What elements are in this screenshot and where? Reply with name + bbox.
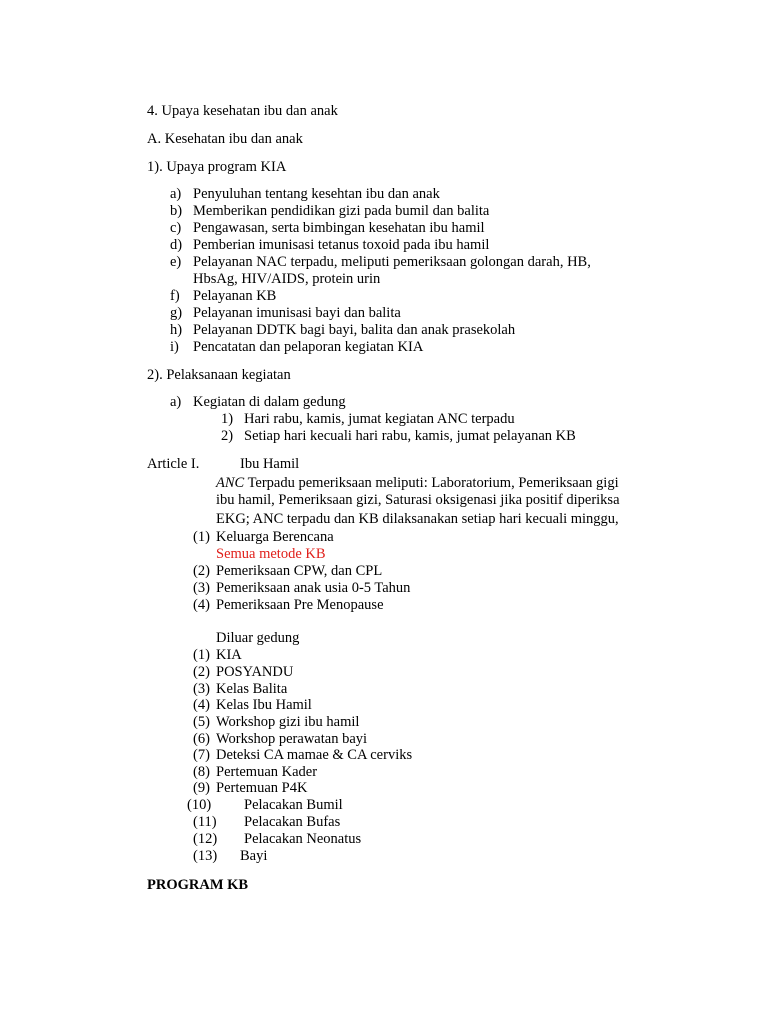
list-label: (4): [193, 597, 210, 613]
list-label: (6): [193, 731, 210, 747]
list-text: Kelas Ibu Hamil: [216, 697, 312, 713]
list-label: e): [170, 254, 182, 270]
list-label: (12): [193, 831, 218, 847]
list-label: (11): [193, 814, 217, 830]
list-label: 1): [221, 411, 234, 427]
list-label: b): [170, 203, 183, 219]
list-label: (3): [193, 580, 210, 596]
subsection-heading: A. Kesehatan ibu dan anak: [147, 131, 303, 147]
list-text: Pemberian imunisasi tetanus toxoid pada ibu hamil: [193, 237, 490, 253]
program-kb-heading: PROGRAM KB: [147, 877, 249, 893]
list-label: a): [170, 394, 182, 410]
list-label: 2): [221, 428, 234, 444]
list-label: (10): [187, 797, 212, 813]
part2-heading: 2). Pelaksanaan kegiatan: [147, 367, 291, 383]
list-text: Keluarga Berencana: [216, 529, 334, 545]
list-text: Pengawasan, serta bimbingan kesehatan ibu hamil: [193, 220, 485, 236]
list-label: (7): [193, 747, 210, 763]
list-text: Pelayanan NAC terpadu, meliputi pemeriksaan golongan darah, HB,: [193, 254, 591, 270]
list-label: (8): [193, 764, 210, 780]
list-text: Pencatatan dan pelaporan kegiatan KIA: [193, 339, 424, 355]
red-note: Semua metode KB: [216, 546, 326, 562]
list-text: Pelacakan Neonatus: [244, 831, 362, 847]
list-label: (3): [193, 681, 210, 697]
article-label: Article I.: [147, 456, 200, 472]
list-label: (4): [193, 697, 210, 713]
list-text: Setiap hari kecuali hari rabu, kamis, jumat pelayanan KB: [244, 428, 576, 444]
list-text: Kelas Balita: [216, 681, 288, 697]
list-text: Memberikan pendidikan gizi pada bumil dan balita: [193, 203, 490, 219]
section-title: 4. Upaya kesehatan ibu dan anak: [147, 103, 338, 119]
list-text: Pertemuan Kader: [216, 764, 318, 780]
list-label: (5): [193, 714, 210, 730]
article-paragraph-line: EKG; ANC terpadu dan KB dilaksanakan setiap hari kecuali minggu,: [216, 511, 619, 527]
list-text: Pelayanan DDTK bagi bayi, balita dan anak prasekolah: [193, 322, 516, 338]
list-text: Pertemuan P4K: [216, 780, 308, 796]
list-label: c): [170, 220, 182, 236]
article-title: Ibu Hamil: [240, 456, 300, 472]
list-text: Kegiatan di dalam gedung: [193, 394, 346, 410]
list-text: Penyuluhan tentang kesehtan ibu dan anak: [193, 186, 440, 202]
article-paragraph-line: [216, 475, 619, 492]
list-label: (13): [193, 848, 218, 864]
article-paragraph-line: ibu hamil, Pemeriksaan gizi, Saturasi oksigenasi jika positif diperiksa: [216, 492, 620, 508]
list-text: KIA: [216, 647, 242, 663]
part1-heading: 1). Upaya program KIA: [147, 159, 287, 175]
list-label: f): [170, 288, 180, 304]
list-label: (1): [193, 647, 210, 663]
list-text: Pelacakan Bufas: [244, 814, 341, 830]
list-label: (2): [193, 563, 210, 579]
paragraph-text: Terpadu pemeriksaan meliputi: Laboratorium, Pemeriksaan gigi: [244, 475, 619, 491]
list-label: g): [170, 305, 183, 321]
list-text: Pemeriksaan CPW, dan CPL: [216, 563, 383, 579]
list-text: Pelacakan Bumil: [244, 797, 343, 813]
list-text: Hari rabu, kamis, jumat kegiatan ANC terpadu: [244, 411, 515, 427]
list-text: Workshop perawatan bayi: [216, 731, 368, 747]
list-text: Deteksi CA mamae & CA cerviks: [216, 747, 413, 763]
list-text-continued: HbsAg, HIV/AIDS, protein urin: [193, 271, 381, 287]
list-text: Workshop gizi ibu hamil: [216, 714, 360, 730]
list-text: Bayi: [240, 848, 268, 864]
list-text: Pemeriksaan Pre Menopause: [216, 597, 384, 613]
list-text: Pelayanan KB: [193, 288, 277, 304]
anc-italic: ANC: [216, 475, 245, 491]
list-label: d): [170, 237, 183, 253]
list-label: a): [170, 186, 182, 202]
list-label: (2): [193, 664, 210, 680]
list-label: h): [170, 322, 183, 338]
outside-heading: Diluar gedung: [216, 630, 300, 646]
list-label: (1): [193, 529, 210, 545]
list-text: POSYANDU: [216, 664, 294, 680]
list-label: i): [170, 339, 179, 355]
list-text: Pemeriksaan anak usia 0-5 Tahun: [216, 580, 411, 596]
list-text: Pelayanan imunisasi bayi dan balita: [193, 305, 401, 321]
list-label: (9): [193, 780, 210, 796]
